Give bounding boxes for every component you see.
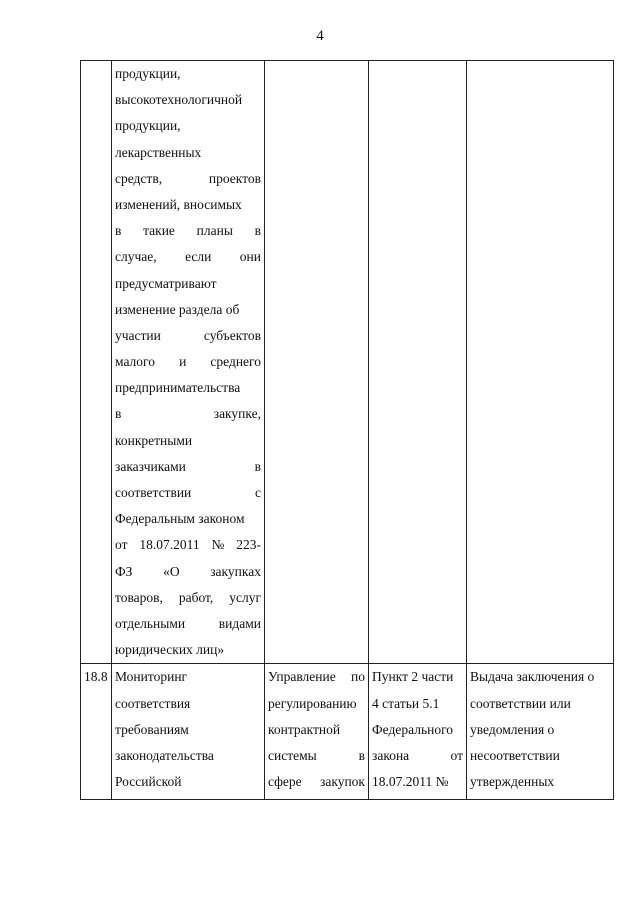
department-line: сфере закупок	[268, 774, 365, 790]
description-line: юридических лиц»	[115, 642, 225, 658]
description-line: Российской	[115, 774, 182, 790]
document-table	[80, 60, 614, 800]
row-number-cell	[81, 61, 112, 664]
description-cell	[112, 61, 265, 664]
description-line: участии субъектов	[115, 327, 261, 343]
department-line: Управление по	[268, 669, 365, 685]
row-number-cell: 18.8	[81, 664, 112, 800]
description-cell	[112, 664, 265, 800]
description-line: изменение раздела об	[115, 301, 240, 317]
result-cell	[467, 61, 614, 664]
table-row	[81, 664, 614, 800]
legal-basis-cell	[369, 664, 467, 800]
result-line: утвержденных	[470, 774, 555, 790]
description-line: продукции,	[115, 66, 181, 81]
description-line: Мониторинг	[115, 669, 188, 685]
department-cell	[265, 664, 369, 800]
description-line: от 18.07.2011 № 223-	[115, 537, 261, 553]
department-line: регулированию	[268, 695, 357, 711]
result-cell	[467, 664, 614, 800]
department-cell	[265, 61, 369, 664]
description-line: высокотехнологичной	[115, 92, 243, 108]
basis-line: Федерального	[372, 721, 454, 737]
basis-line: 4 статьи 5.1	[372, 695, 440, 711]
result-line: уведомления о	[470, 721, 555, 737]
description-line: конкретными	[115, 432, 193, 448]
description-line: случае, если они	[115, 249, 261, 265]
basis-line: Пункт 2 части	[372, 669, 454, 685]
basis-line: 18.07.2011 №	[372, 774, 449, 790]
description-line: продукции,	[115, 118, 181, 134]
description-line: в такие планы в	[115, 223, 261, 239]
description-line: соответствии с	[115, 485, 261, 500]
description-line: предпринимательства	[115, 380, 241, 396]
description-line: малого и среднего	[115, 354, 261, 370]
description-line: законодательства	[115, 747, 214, 763]
description-line: Федеральным законом	[115, 511, 245, 527]
page-number: 4	[316, 28, 324, 44]
basis-line: закона от	[372, 747, 463, 763]
result-line: несоответствии	[470, 747, 560, 763]
description-line: заказчиками в	[115, 458, 261, 474]
description-line: предусматривают	[115, 275, 217, 291]
department-line: системы в	[268, 747, 365, 763]
description-line: товаров, работ, услуг	[115, 589, 261, 605]
description-line: соответствия	[115, 695, 191, 711]
description-line: требованиям	[115, 721, 189, 737]
description-line: ФЗ «О закупках	[115, 563, 261, 579]
department-line: контрактной	[268, 721, 341, 737]
description-line: изменений, вносимых	[115, 196, 242, 212]
description-line: лекарственных	[115, 144, 202, 160]
legal-basis-cell	[369, 61, 467, 664]
description-line: отдельными видами	[115, 615, 261, 631]
result-line: Выдача заключения о	[470, 669, 595, 685]
result-line: соответствии или	[470, 695, 571, 711]
description-line: средств, проектов	[115, 170, 261, 186]
description-line: в закупке,	[115, 406, 261, 422]
table-row	[81, 61, 614, 664]
